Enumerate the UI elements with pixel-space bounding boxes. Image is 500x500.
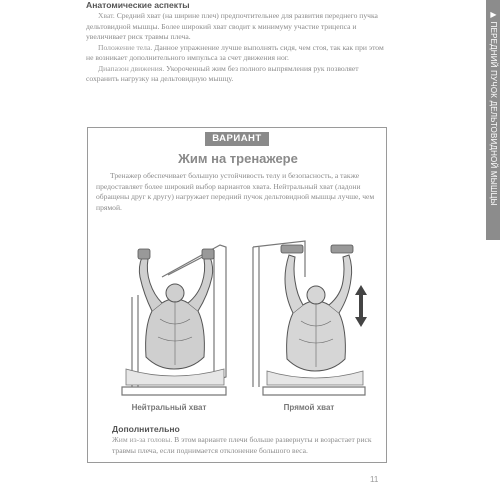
movement-arrow-icon <box>355 285 367 327</box>
extra-heading: Дополнительно <box>112 424 180 434</box>
chapter-tab-text: ПЕРЕДНИЙ ПУЧОК ДЕЛЬТОВИДНОЙ МЫШЦЫ <box>489 19 498 206</box>
anatomy-section <box>86 0 386 85</box>
paragraph-text: В этом варианте плечи больше развернуты и возрастает риск травмы плеча, если поднимается отклонение большого веса. <box>112 435 372 455</box>
variant-badge: ВАРИАНТ <box>205 132 269 146</box>
paragraph-lead: Жим из-за головы. <box>112 435 173 444</box>
extra-paragraph <box>112 435 378 456</box>
variant-title: Жим на тренажере <box>178 151 298 166</box>
caption-overhand-grip: Прямой хват <box>283 403 335 412</box>
page-number: 11 <box>370 475 379 484</box>
caption-neutral-grip: Нейтральный хват <box>131 403 207 412</box>
variant-box <box>87 127 387 463</box>
chapter-tab-label <box>487 10 499 240</box>
overhand-grip-illustration <box>245 237 377 397</box>
paragraph-body-position <box>86 43 386 64</box>
variant-paragraph: Тренажер обеспечивает большую устойчивость телу и безопасность, а также предоставляет более широкий выбор вариантов хвата. Нейтральный хват (ладони обращены друг к другу) нагружает передний пучок дельтовидной мышцы лучше, чем прямой. <box>96 171 375 212</box>
paragraph-lead: Диапазон движения. <box>98 63 165 73</box>
paragraph-grip <box>86 11 386 43</box>
section-heading: Анатомические аспекты <box>86 0 190 10</box>
paragraph-text: Данное упражнение лучше выполнять сидя, чем стоя, так как при этом не возникает дополнительного импульса за счет движения ног. <box>86 42 384 62</box>
paragraph-text: Укороченный жим без полного выпрямления рук позволяет сохранить нагрузку на дельтовидную мышцу. <box>86 63 359 83</box>
paragraph-range <box>86 64 386 85</box>
paragraph-lead: Хват. <box>98 11 115 20</box>
paragraph-lead: Положение тела. <box>98 42 153 52</box>
neutral-grip-illustration <box>102 237 234 397</box>
triangle-marker-icon: ▶ <box>489 10 498 20</box>
chapter-tab <box>486 0 500 240</box>
paragraph-text: Средний хват (на ширине плеч) предпочтительнее для развития переднего пучка дельтовидной мышцы. Более широкий хват сводит к минимуму участие трицепса и увеличивает риск травмы плеча. <box>86 11 378 41</box>
